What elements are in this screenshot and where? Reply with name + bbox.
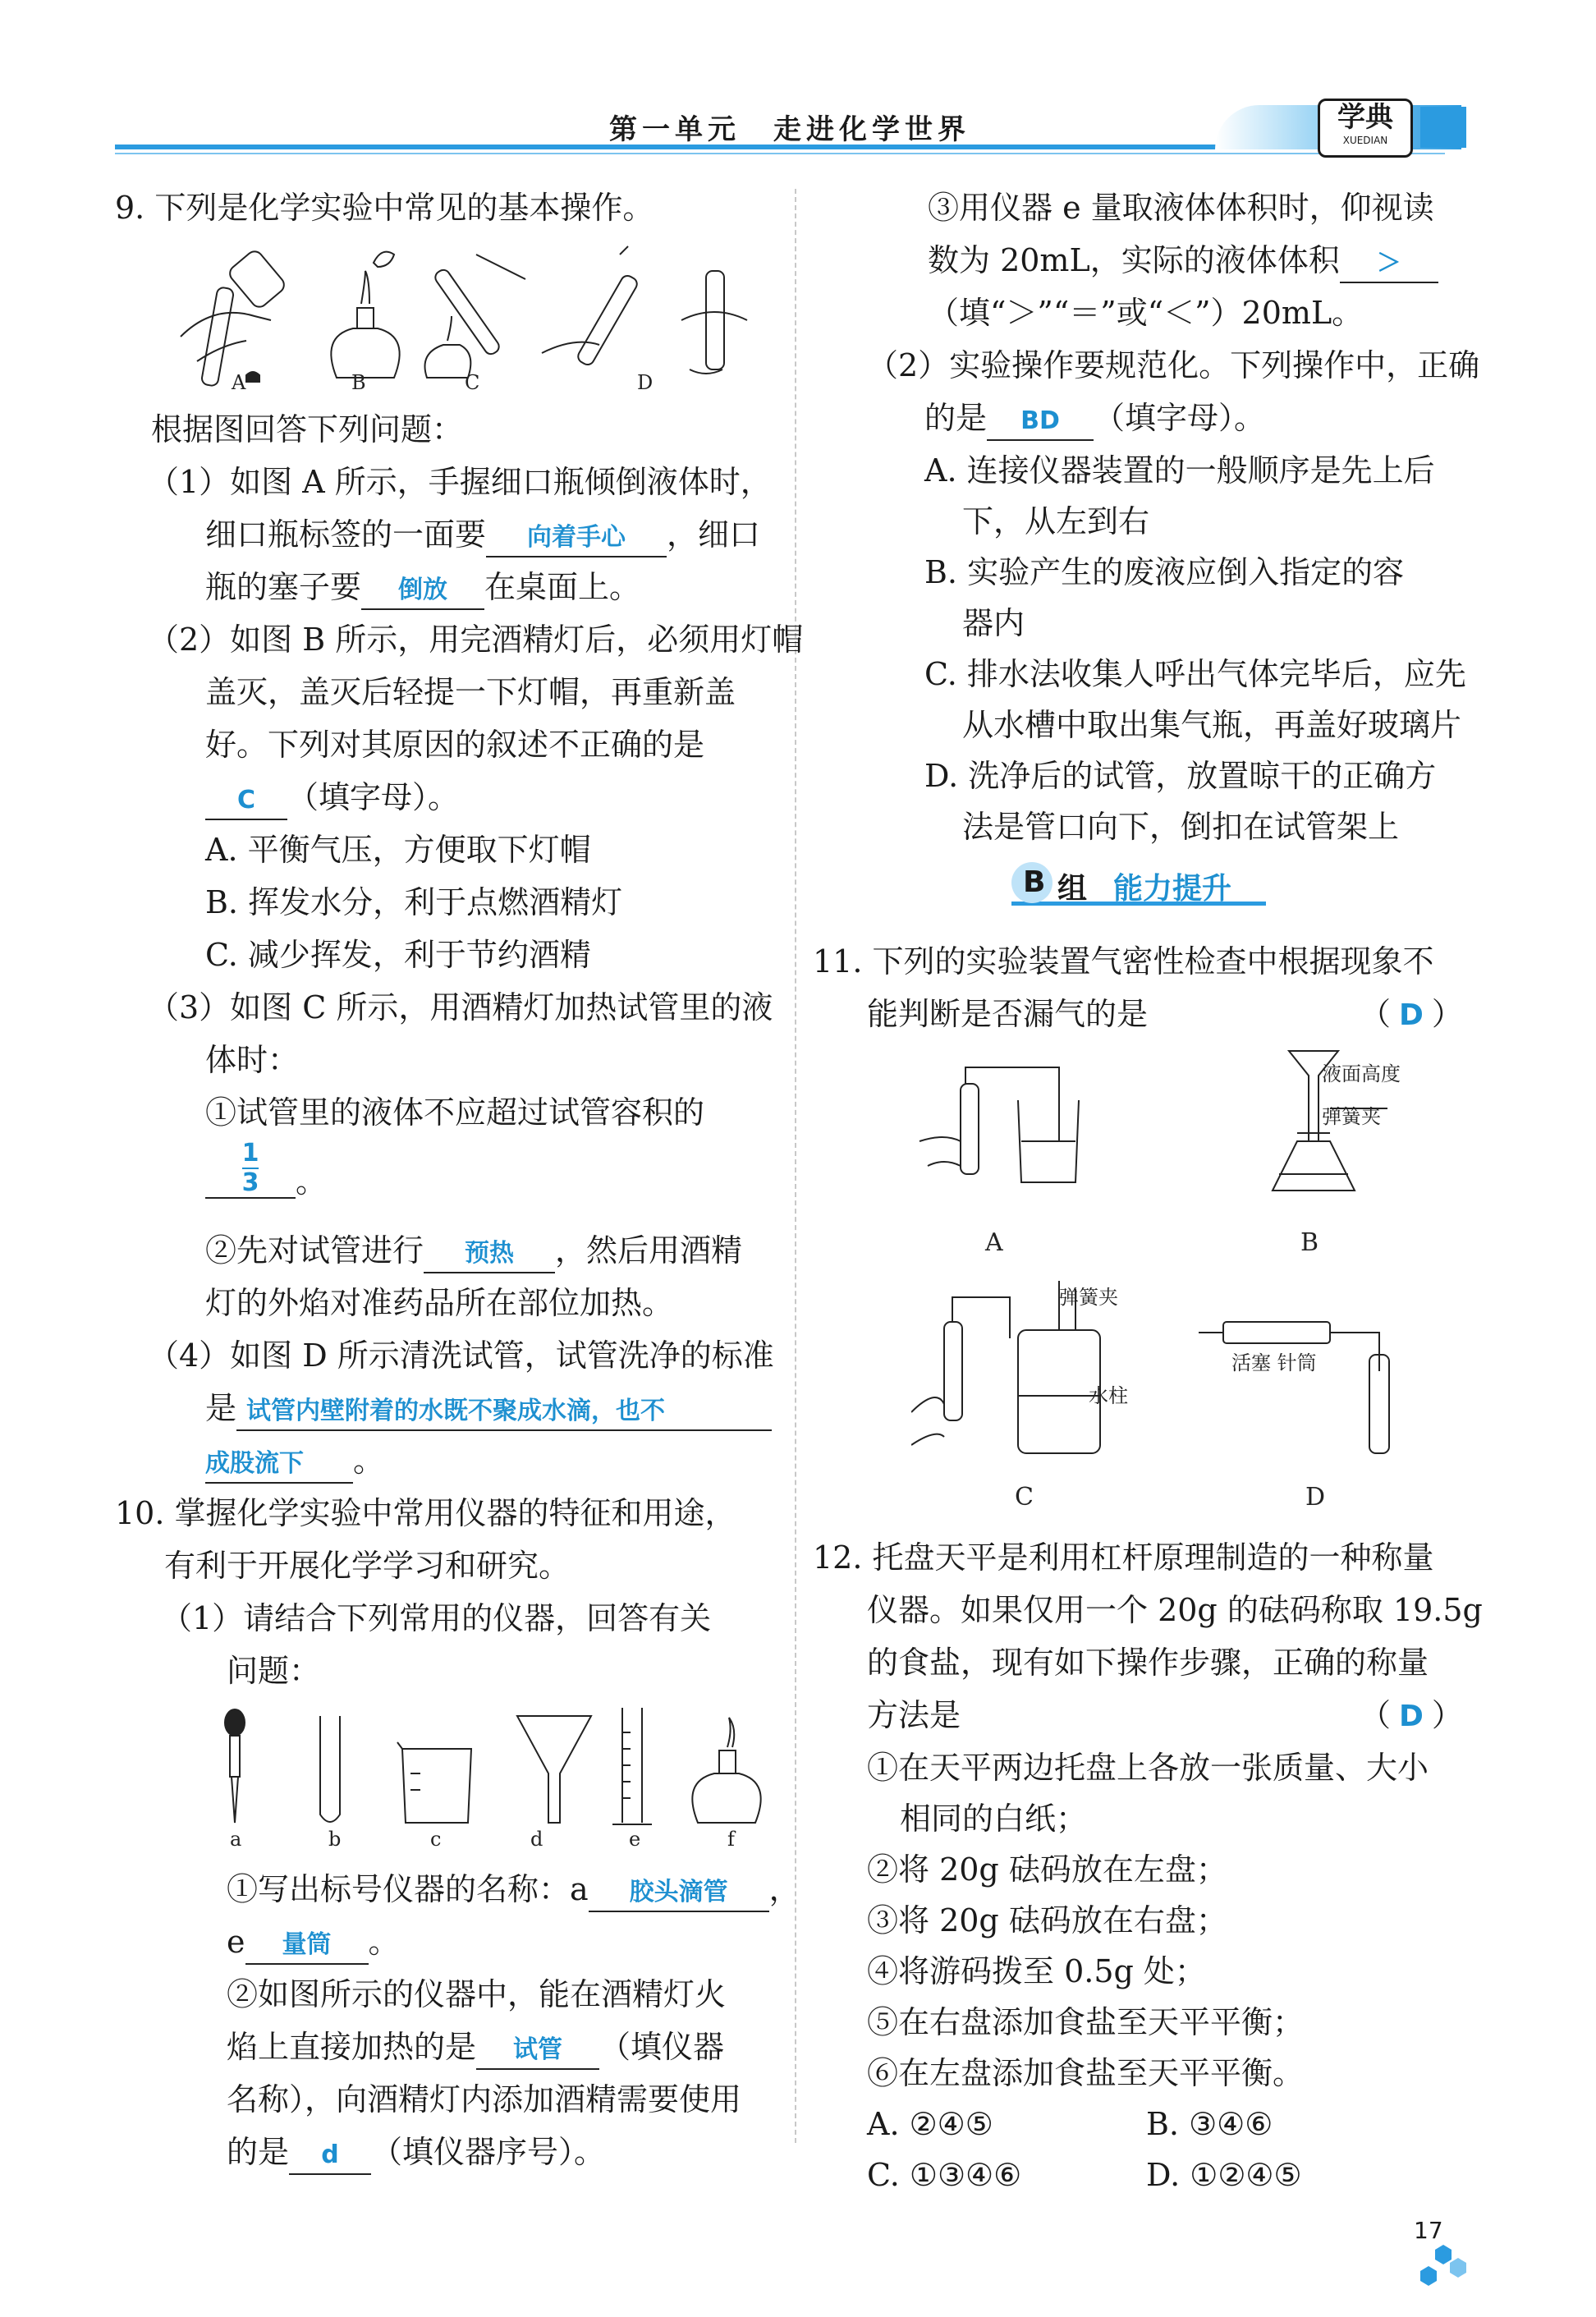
q10-opt-c-1: C. 排水法收集人呼出气体完毕后，应先: [924, 656, 1466, 692]
q9-intro: 根据图回答下列问题：: [151, 411, 464, 447]
q10-s2-l1: ②如图所示的仪器中，能在酒精灯火: [227, 1976, 727, 2012]
apparatus-d: [1199, 1322, 1389, 1453]
q12-answer: D: [1399, 1700, 1424, 1733]
instrument-label-d: d: [530, 1828, 543, 1851]
q9-figure: [164, 238, 755, 394]
q12-stem-l1: 12. 托盘天平是利用杠杆原理制造的一种称量: [813, 1539, 1434, 1576]
figure-b-lamp: [331, 252, 399, 378]
q9-p1-l3: 瓶的塞子要 倒放 在桌面上。: [205, 563, 640, 611]
q11-b-note-clamp: 弹簧夹: [1322, 1105, 1381, 1128]
q12-opt-c: C. ①③④⑥: [867, 2157, 1022, 2193]
q12-stem-l2: 仪器。如果仅用一个 20g 的砝码称取 19.5g: [867, 1592, 1483, 1628]
q9-answer-2: 倒放: [361, 572, 484, 610]
q10-p1-l1: （1）请结合下列常用的仪器，回答有关: [161, 1600, 712, 1636]
instrument-label-b: b: [328, 1828, 342, 1851]
q10-s2-l4: 的是 d （填仪器序号）。: [227, 2128, 605, 2176]
q10-s1: ①写出标号仪器的名称：a 胶头滴管 ，: [227, 1865, 800, 1913]
q10-p1-l2: 问题：: [227, 1653, 321, 1689]
hexagon-decoration-icon: [1415, 2241, 1473, 2291]
q10-answer-heat: 试管: [476, 2032, 599, 2070]
q10-answer-gt: ＞: [1340, 245, 1438, 283]
brand-sub: XUEDIAN: [1342, 135, 1388, 146]
instrument-label-a: a: [230, 1828, 242, 1851]
q10-opt-c-2: 从水槽中取出集气瓶，再盖好玻璃片: [962, 707, 1462, 743]
fraction-denominator: 3: [241, 1168, 259, 1197]
q11-fig-label-b: B: [1300, 1228, 1319, 1257]
brand-name: 学典: [1337, 101, 1393, 134]
q10-stem-l1: 10. 掌握化学实验中常用仪器的特征和用途，: [115, 1495, 736, 1531]
q10-s1-e: e 量筒 。: [227, 1918, 400, 1966]
q9-p2-l2: 盖灭，盖灭后轻提一下灯帽，再重新盖: [205, 674, 736, 710]
figure-a-pouring: [181, 248, 287, 387]
q12-step-3: ③将 20g 砝码放在右盘；: [867, 1902, 1227, 1938]
q12-step-2: ②将 20g 砝码放在左盘；: [867, 1851, 1227, 1888]
test-tube-icon: [320, 1716, 340, 1822]
q9-p3-s2c: 灯的外焰对准药品所在部位加热。: [205, 1285, 674, 1321]
q11-fig-label-c: C: [1015, 1483, 1034, 1512]
header-bar-thin: [115, 153, 1445, 154]
header-tab: [1420, 107, 1466, 148]
q9-fig-label-b: B: [351, 371, 366, 394]
q12-step-4: ④将游码拨至 0.5g 处；: [867, 1953, 1206, 1989]
q10-p2-l1: （2）实验操作要规范化。下列操作中，正确: [867, 347, 1480, 383]
figure-d-washing: [542, 246, 747, 374]
q10-opt-d-1: D. 洗净后的试管，放置晾干的正确方: [924, 758, 1437, 794]
q9-p1-l2: 细口瓶标签的一面要 向着手心 ，细口: [205, 511, 760, 558]
q10-opt-a-1: A. 连接仪器装置的一般顺序是先上后: [924, 452, 1435, 489]
q12-opt-a: A. ②④⑤: [867, 2106, 993, 2142]
section-b-banner: [1011, 862, 1266, 908]
q9-p4-l3: 成股流下 。: [205, 1437, 384, 1484]
section-b-group: 组: [1057, 872, 1088, 906]
dropper-icon: [225, 1709, 245, 1823]
q9-answer-4: 预热: [424, 1236, 555, 1273]
q9-p2-opt-c: C. 减少挥发，利于节约酒精: [205, 937, 591, 973]
q11-fig-label-a: A: [985, 1228, 1003, 1257]
q9-p1-l1: （1）如图 A 所示，手握细口瓶倾倒液体时，: [148, 464, 772, 500]
q10-s2-l2: 焰上直接加热的是 试管 （填仪器: [227, 2023, 724, 2071]
q9-answer-fraction: [205, 1140, 296, 1199]
q10-opt-b-1: B. 实验产生的废液应倒入指定的容: [924, 554, 1405, 590]
q12-stem-l4: 方法是: [867, 1697, 961, 1733]
q10-s3-l2: 数为 20mL，实际的液体体积 ＞: [928, 236, 1438, 284]
q9-p2-opt-a: A. 平衡气压，方便取下灯帽: [205, 832, 591, 868]
q9-fig-label-c: C: [465, 371, 480, 394]
q11-stem-l2: 能判断是否漏气的是: [867, 996, 1149, 1032]
q10-answer-a: 胶头滴管: [589, 1874, 769, 1912]
funnel-icon: [517, 1716, 591, 1823]
q9-p3-s2: ②先对试管进行 预热 ，然后用酒精: [205, 1227, 742, 1274]
q11-answer-bracket: （ D ）: [1360, 996, 1463, 1032]
q10-answer-d: d: [289, 2137, 371, 2175]
page-number: 17: [1414, 2217, 1443, 2244]
q11-c-note-clamp: 弹簧夹: [1059, 1286, 1118, 1309]
q9-answer-5b: 成股流下: [205, 1446, 353, 1484]
instrument-label-c: c: [430, 1828, 442, 1851]
q10-p2-l2: 的是 BD （填字母）。: [924, 394, 1265, 442]
section-b-letter: B: [1023, 865, 1046, 899]
q9-answer-1: 向着手心: [486, 520, 667, 557]
q10-opt-d-2: 法是管口向下，倒扣在试管架上: [962, 809, 1400, 845]
q10-opt-b-2: 器内: [962, 605, 1025, 641]
figure-c-heating: [425, 255, 526, 378]
q11-d-note-syringe: 活塞 针筒: [1231, 1351, 1317, 1374]
q10-stem-l2: 有利于开展化学学习和研究。: [164, 1548, 571, 1584]
q9-p3-l1: （3）如图 C 所示，用酒精灯加热试管里的液: [148, 989, 773, 1025]
q9-p2-l3: 好。下列对其原因的叙述不正确的是: [205, 727, 705, 763]
q11-c-note-water: 水柱: [1089, 1384, 1128, 1407]
q10-answer-e: 量筒: [245, 1927, 369, 1965]
q9-p3-s1-end: 。: [296, 1163, 328, 1200]
unit-title: 第一单元 走进化学世界: [609, 113, 970, 146]
q9-stem: 9. 下列是化学实验中常见的基本操作。: [115, 190, 654, 226]
q11-fig-label-d: D: [1305, 1483, 1326, 1512]
beaker-icon: [397, 1742, 471, 1823]
q12-step-6: ⑥在左盘添加食盐至天平平衡。: [867, 2055, 1305, 2091]
q12-opt-d: D. ①②④⑤: [1146, 2157, 1302, 2193]
q10-s3-l1: ③用仪器 e 量取液体体积时，仰视读: [928, 190, 1434, 226]
q9-p2-opt-b: B. 挥发水分，利于点燃酒精灯: [205, 884, 623, 920]
q10-instruments: [205, 1700, 780, 1839]
instrument-label-f: f: [727, 1828, 735, 1851]
alcohol-lamp-icon: [692, 1718, 760, 1823]
q12-opt-b: B. ③④⑥: [1146, 2106, 1273, 2142]
q9-p4-l1: （4）如图 D 所示清洗试管，试管洗净的标准: [148, 1337, 774, 1374]
instrument-label-e: e: [629, 1828, 641, 1851]
graduated-cylinder-icon: [612, 1708, 652, 1824]
q12-stem-l3: 的食盐，现有如下操作步骤，正确的称量: [867, 1645, 1429, 1681]
q11-b-note-level: 液面高度: [1322, 1062, 1401, 1085]
q10-answer-bd: BD: [987, 403, 1094, 441]
q12-answer-bracket: （ D ）: [1360, 1697, 1463, 1733]
q11-answer: D: [1399, 998, 1424, 1032]
fraction-numerator: 1: [241, 1139, 259, 1168]
q10-s2-l3: 名称），向酒精灯内添加酒精需要使用: [227, 2081, 742, 2117]
q9-fig-label-d: D: [637, 371, 654, 394]
q12-step-5: ⑤在右盘添加食盐至天平平衡；: [867, 2004, 1305, 2040]
q9-p3-l2: 体时：: [205, 1042, 300, 1078]
q9-answer-5a: 试管内壁附着的水既不聚成水滴，也不: [236, 1393, 772, 1431]
q9-answer-3: C: [205, 782, 287, 820]
q12-step-1b: 相同的白纸；: [900, 1801, 1088, 1837]
q12-step-1a: ①在天平两边托盘上各放一张质量、大小: [867, 1750, 1429, 1786]
column-divider: [795, 189, 796, 2143]
q9-p2-l1: （2）如图 B 所示，用完酒精灯后，必须用灯帽: [148, 622, 804, 658]
q11-stem-l1: 11. 下列的实验装置气密性检查中根据现象不: [813, 943, 1434, 980]
q9-p4-l2: 是 试管内壁附着的水既不聚成水滴，也不: [205, 1384, 772, 1432]
q9-p2-l4: C （填字母）。: [205, 773, 459, 821]
brand-logo: [1318, 99, 1413, 158]
section-b-title: 能力提升: [1113, 872, 1232, 906]
q10-s3-l3: （填“＞”“＝”或“＜”）20mL。: [928, 295, 1364, 331]
q9-p3-s1: ①试管里的液体不应超过试管容积的: [205, 1094, 705, 1131]
apparatus-a: [920, 1067, 1079, 1182]
q10-opt-a-2: 下，从左到右: [962, 503, 1150, 539]
q9-fig-label-a: A: [232, 371, 246, 394]
